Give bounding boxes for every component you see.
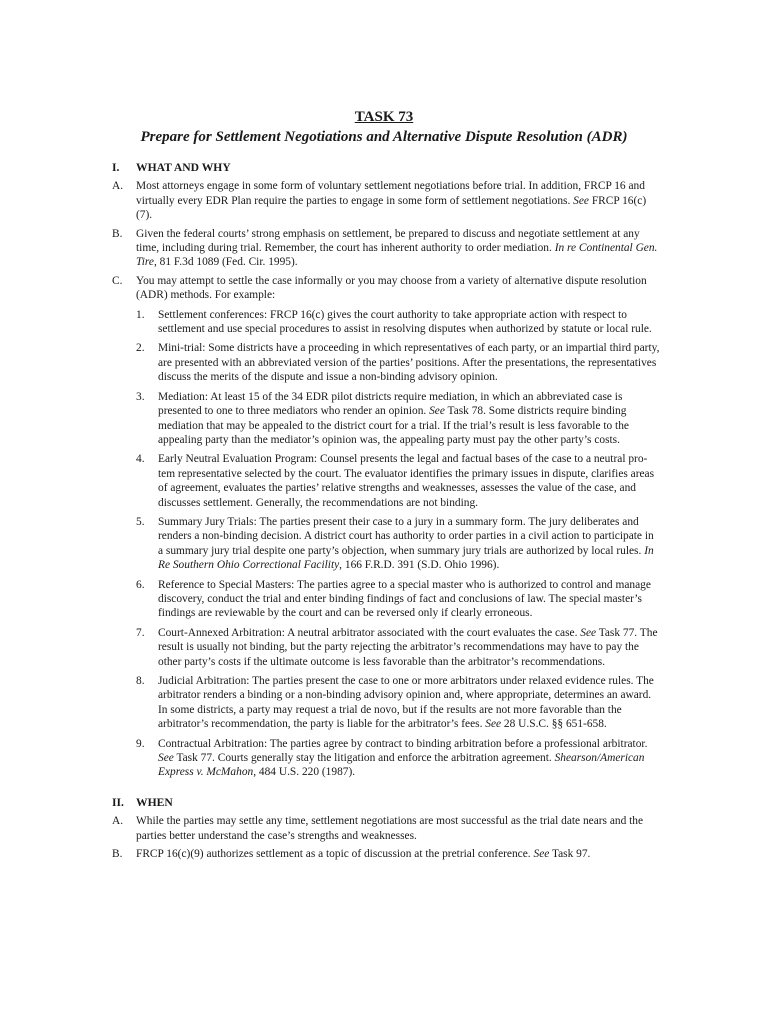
section-number: II. xyxy=(112,795,124,809)
paragraph-2b xyxy=(112,847,660,861)
paragraph-text: You may attempt to settle the case informally or you may choose from a variety of alternative dispute resolution (ADR) methods. For example: xyxy=(136,274,647,302)
section-spacer xyxy=(112,780,660,793)
document-body xyxy=(112,158,660,861)
list-item-number: 7. xyxy=(136,626,145,639)
list-item-text: Court-Annexed Arbitration: A neutral arbitrator associated with the court evaluates the case. See Task 77. The result is usually not binding, but the party rejecting the arbitrator’s recommendations may have to pay the other party’s costs if the ultimate outcome is less favorable than the arbitrator’s recommendations. xyxy=(158,626,658,668)
section-heading-when xyxy=(112,796,660,810)
paragraph-label: B. xyxy=(112,227,123,240)
list-item-text: Contractual Arbitration: The parties agree by contract to binding arbitration before a professional arbitrator. See Task 77. Courts generally stay the litigation and enforce the arbitration agreement. Shearson/American Express v. McMahon, 484 U.S. 220 (1987). xyxy=(158,737,648,779)
paragraph-text: Given the federal courts’ strong emphasis on settlement, be prepared to discuss and negotiate settlement at any time, including during trial. Remember, the court has inherent authority to order mediation. In re Continental Gen. Tire, 81 F.3d 1089 (Fed. Cir. 1995). xyxy=(136,227,658,269)
list-item xyxy=(112,674,660,732)
paragraph-label: A. xyxy=(112,180,124,193)
see-signal: See xyxy=(485,718,502,731)
case-citation: In re Continental Gen. Tire xyxy=(136,242,658,269)
paragraph-label: B. xyxy=(112,848,123,861)
see-signal: See xyxy=(580,626,597,639)
paragraph-label: C. xyxy=(112,274,123,287)
see-signal: See xyxy=(533,848,550,861)
list-item-text: Mediation: At least 15 of the 34 EDR pilot districts require mediation, in which an abbreviated case is presented to one to three mediators who render an opinion. See Task 78. Some districts require binding mediation that may be appealed to the district court for a trial. If the trial’s result is less favorable to the appealing party than the mediator’s opinion was, the appealing party must pay the other party’s costs. xyxy=(158,390,629,446)
see-signal: See xyxy=(573,194,589,207)
list-item-number: 1. xyxy=(136,308,145,321)
list-item-text: Summary Jury Trials: The parties present their case to a jury in a summary form. The jury deliberates and renders a non-binding decision. A district court has authority to order parties in a civil action to participate in a summary jury trial despite one party’s objection, when summary jury trials are authorized by local rules. In Re Southern Ohio Correctional Facility, 166 F.R.D. 391 (S.D. Ohio 1996). xyxy=(158,515,654,572)
list-item-number: 2. xyxy=(136,342,145,355)
list-item-text: Reference to Special Masters: The parties agree to a special master who is authorized to control and manage discovery, conduct the trial and enter binding findings of fact and conclusions of law. The special master’s findings are reviewable by the court and can be reversed only if clearly erroneous. xyxy=(158,578,651,620)
list-item-text: Settlement conferences: FRCP 16(c) gives the court authority to take appropriate action with respect to settlement and use special procedures to assist in resolving disputes when authorized by statute or local rule. xyxy=(158,308,652,336)
list-item xyxy=(112,515,660,573)
list-item xyxy=(112,626,660,669)
list-item xyxy=(112,308,660,337)
paragraph-1a xyxy=(112,179,660,222)
see-signal: See xyxy=(429,405,445,418)
paragraph-text: Most attorneys engage in some form of voluntary settlement negotiations before trial. In addition, FRCP 16 and virtually every EDR Plan require the parties to engage in some form of settlement negotiations. See FRCP 16(c)(7). xyxy=(136,180,647,222)
list-item xyxy=(112,341,660,384)
list-item-number: 5. xyxy=(136,515,145,528)
list-item-number: 4. xyxy=(136,453,145,466)
task-title: TASK 73 xyxy=(354,109,414,125)
task-subtitle: Prepare for Settlement Negotiations and Alternative Dispute Resolution (ADR) xyxy=(140,129,628,145)
see-signal: See xyxy=(158,752,174,765)
title-block xyxy=(0,108,768,147)
paragraph-text: FRCP 16(c)(9) authorizes settlement as a topic of discussion at the pretrial conference. See Task 97. xyxy=(136,848,591,861)
list-item xyxy=(112,390,660,448)
list-item xyxy=(112,578,660,621)
paragraph-2a xyxy=(112,814,660,843)
case-citation: In Re Southern Ohio Correctional Facility xyxy=(158,544,654,572)
list-item xyxy=(112,737,660,780)
list-item-number: 9. xyxy=(136,737,145,750)
case-citation: Shearson/American Express v. McMahon xyxy=(158,752,645,779)
section-number: I. xyxy=(112,161,120,174)
list-item-number: 6. xyxy=(136,578,145,591)
section-heading-what-and-why xyxy=(112,161,660,175)
list-item-text: Early Neutral Evaluation Program: Counsel presents the legal and factual bases of the case to a neutral pro-tem representative selected by the court. The evaluator identifies the primary issues in dispute, clarifies areas of agreement, evaluates the parties’ relative strengths and weaknesses, assesses the value of the case, and discusses settlement. Generally, the recommendations are not binding. xyxy=(158,453,655,509)
list-item-number: 8. xyxy=(136,675,145,687)
list-item xyxy=(112,452,660,510)
list-item-text: Mini-trial: Some districts have a proceeding in which representatives of each party, or an impartial third party, are presented with an abbreviated version of the parties’ positions. After the presentations, the representatives discuss the merits of the dispute and issue a non-binding advisory opinion. xyxy=(158,342,660,384)
section-title: WHEN xyxy=(136,795,173,809)
paragraph-text: While the parties may settle any time, settlement negotiations are most successful as the trial date nears and the parties better understand the case’s strengths and weaknesses. xyxy=(136,815,644,842)
paragraph-label: A. xyxy=(112,815,124,828)
paragraph-1b xyxy=(112,227,660,270)
paragraph-1c xyxy=(112,274,660,303)
list-item-number: 3. xyxy=(136,390,145,403)
section-title: WHAT AND WHY xyxy=(136,161,231,174)
list-item-text: Judicial Arbitration: The parties present the case to one or more arbitrators under relaxed evidence rules. The arbitrator renders a binding or a non-binding advisory opinion and, where appropriate, determines an award. In some districts, a party may request a trial de novo, but if the results are not more favorable than the arbitrator’s recommendation, the party is liable for the arbitrator’s fees. See 28 U.S.C. §§ 651-658. xyxy=(158,675,654,731)
